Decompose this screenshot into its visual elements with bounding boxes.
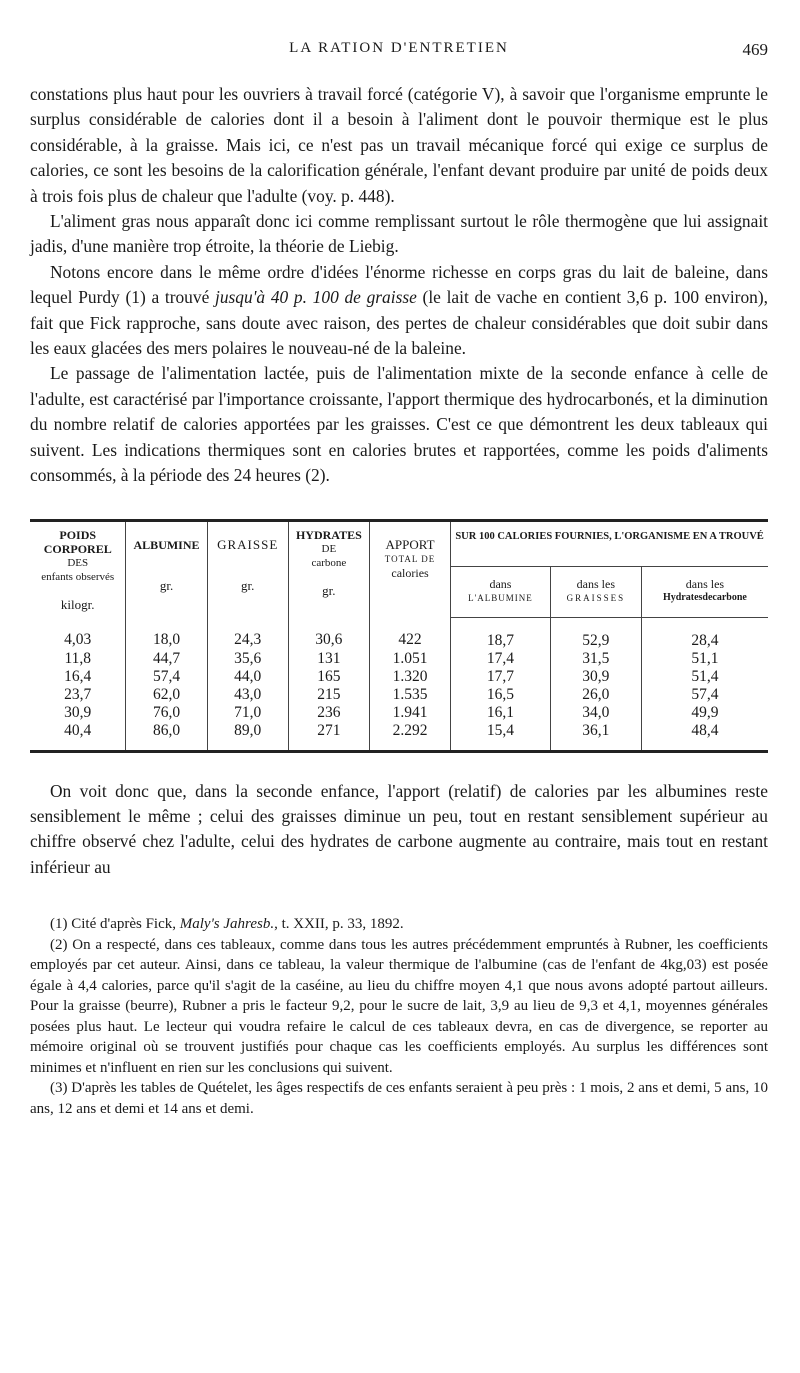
- page-number: 469: [742, 40, 768, 59]
- footnote-1: [30, 914, 768, 935]
- table-cell: 24,3: [207, 617, 288, 650]
- table-cell: 35,6: [207, 650, 288, 668]
- col-sub-hydrates: [641, 566, 768, 617]
- after-table-text: [30, 779, 768, 881]
- col-apport-l1: APPORT: [385, 536, 435, 552]
- footnote-2: (2) On a respecté, dans ces tableaux, comme dans tous les autres précédemment empruntés à Rubner, les coefficients employés par cet auteur. Ainsi, dans ce tableau, la valeur thermique de l'albumine (cas de l'enfant de 4kg,03) est posée égale à 4,4 calories, parce qu'il s'agit de la caséine, au lieu du chiffre moyen 4,1 que nous avons adopté partout ailleurs. Pour la graisse (beurre), Rubner a pris le facteur 9,2, pour le sucre de lait, 3,9 au lieu de 9,3 et 4,1, moyennes générales posées plus haut. Le lecteur qui voudra refaire le calcul de ces tableaux devra, en cas de divergence, se reporter au mémoire original où se trouvent justifiés pour chaque cas les coefficients employés. Au surplus les différences sont minimes et n'influent en rien sur les conclusions qui suivent.: [30, 936, 768, 1076]
- footnote-1-b: , t. XXII, p. 33, 1892.: [274, 916, 404, 933]
- paragraph-3-text-b: (le lait de vache en contient 3,6 p. 100 environ), fait que Fick rapproche, sans doute avec raison, des pertes de chaleur considérables que doit subir dans les eaux glacées des mers polaires le nouveau-né de la baleine.: [30, 287, 769, 359]
- col-apport-l3: calories: [391, 565, 429, 580]
- table-cell: 422: [369, 617, 450, 650]
- table-cell: 71,0: [207, 704, 288, 722]
- col-sub-hydrates-l2: Hydratesdecarbone: [662, 591, 747, 603]
- table-cell: 49,9: [641, 704, 768, 722]
- paragraph-1: constations plus haut pour les ouvriers à travail forcé (catégorie V), à savoir que l'organisme emprunte le surplus considérable de calories dont il a besoin à l'aliment dont le pouvoir thermique est le plus considérable, à la graisse. Mais ici, ce n'est pas un travail mécanique forcé qui exige ce surplus de calories, ce sont les besoins de la calorification générale, l'enfant devant produire par unité de poids deux à trois fois plus de chaleur que l'adulte (voy. p. 448).: [30, 84, 768, 206]
- table-cell: 271: [288, 722, 369, 750]
- footnote-1-a: (1) Cité d'après Fick,: [50, 916, 180, 933]
- table-cell: 57,4: [126, 668, 207, 686]
- paragraph-5: On voit donc que, dans la seconde enfance, l'apport (relatif) de calories par les albumines reste sensiblement le même ; celui des graisses diminue un peu, tout en restant sensiblement supérieur au chiffre observé chez l'adulte, celui des hydrates de carbone augmente au contraire, mais tout en restant inférieur au: [30, 780, 768, 877]
- table-row: [30, 686, 768, 704]
- col-sub-albumine-l2: L'ALBUMINE: [468, 592, 533, 603]
- table-cell: 44,0: [207, 668, 288, 686]
- col-sub-albumine-l1: dans: [489, 576, 512, 591]
- col-poids: [30, 522, 126, 618]
- col-hydrates-l1: HYDRATES: [295, 527, 362, 542]
- table-cell: 57,4: [641, 686, 768, 704]
- running-title: LA RATION D'ENTRETIEN: [289, 40, 509, 56]
- table-cell: 44,7: [126, 650, 207, 668]
- table-cell: 76,0: [126, 704, 207, 722]
- calorie-table: [30, 519, 768, 753]
- paragraph-3-text-a: Notons encore dans le même ordre d'idées l'énorme richesse en corps gras du lait de baleine, dans lequel Purdy (1) a trouvé: [30, 261, 768, 308]
- footnote-3: (3) D'après les tables de Quételet, les âges respectifs de ces enfants seraient à peu près : 1 mois, 2 ans et demi, 5 ans, 10 ans, 12 ans et demi et 14 ans et demi.: [30, 1080, 768, 1117]
- col-graisse-unit: gr.: [241, 577, 255, 593]
- table-cell: 36,1: [550, 722, 641, 750]
- table-cell: 40,4: [64, 721, 92, 739]
- table-cell: 51,4: [641, 668, 768, 686]
- table-cell: 16,1: [451, 704, 551, 722]
- table-cell: 1.051: [369, 650, 450, 668]
- col-apport-l2: TOTAL DE: [384, 553, 436, 564]
- data-table: [30, 522, 768, 750]
- table-cell: 48,4: [641, 722, 768, 750]
- table-cell: 131: [288, 650, 369, 668]
- col-poids-l1: POIDS CORPOREL: [43, 527, 112, 556]
- table-row: [30, 668, 768, 686]
- col-hydrates-l3: carbone: [311, 556, 347, 569]
- table-cell: 26,0: [550, 686, 641, 704]
- body-text: [30, 82, 768, 489]
- paragraph-3-emphasis: jusqu'à 40 p. 100 de graisse: [215, 287, 417, 308]
- col-poids-l2: DES: [67, 556, 89, 569]
- table-cell: 2.292: [369, 722, 450, 750]
- table-cell: 30,9: [64, 703, 92, 721]
- table-cell: 43,0: [207, 686, 288, 704]
- col-sub-hydrates-l1: dans les: [685, 576, 725, 591]
- table-cell: 62,0: [126, 686, 207, 704]
- col-group-label: SUR 100 CALORIES FOURNIES, L'ORGANISME EN A TROUVÉ: [455, 530, 764, 542]
- table-cell: 17,7: [451, 668, 551, 686]
- running-header: [30, 40, 768, 68]
- col-sub-graisses-l2: GRAISSES: [566, 592, 626, 603]
- table-cell: 1.941: [369, 704, 450, 722]
- col-poids-l3: enfants observés: [41, 570, 115, 583]
- col-albumine: [126, 522, 207, 618]
- footnotes: [30, 914, 768, 1119]
- table-cell: 17,4: [451, 650, 551, 668]
- table-cell: 34,0: [550, 704, 641, 722]
- col-sub-albumine: [451, 566, 551, 617]
- table-cell: 28,4: [641, 617, 768, 650]
- table-cell: 23,7: [64, 685, 92, 703]
- table-row: [30, 722, 768, 750]
- table-cell: 30,6: [288, 617, 369, 650]
- paragraph-4: Le passage de l'alimentation lactée, puis de l'alimentation mixte de la seconde enfance à celle de l'adulte, est caractérisé par l'importance croissante, l'apport thermique des hydrocarbonés, et la diminution du nombre relatif de calories apportées par les graisses. C'est ce que démontrent les deux tableaux qui suivent. Les indications thermiques sont en calories brutes et rapportées, comme les poids d'aliments consommés, à la période des 24 heures (2).: [30, 363, 768, 486]
- table-cell: 165: [288, 668, 369, 686]
- paragraph-3: [30, 260, 768, 362]
- table-body: [30, 617, 768, 750]
- table-cell: 52,9: [550, 617, 641, 650]
- table-cell: 15,4: [451, 722, 551, 750]
- table-row: [30, 704, 768, 722]
- col-hydrates-unit: gr.: [322, 582, 336, 598]
- col-graisse: [207, 522, 288, 618]
- col-graisse-label: GRAISSE: [217, 536, 279, 552]
- table-cell: 31,5: [550, 650, 641, 668]
- footnote-1-em: Maly's Jahresb.: [179, 916, 275, 933]
- table-cell: 16,5: [451, 686, 551, 704]
- table-cell: 1.320: [369, 668, 450, 686]
- col-group: [451, 522, 768, 567]
- table-cell: 18,0: [126, 617, 207, 650]
- table-cell: 89,0: [207, 722, 288, 750]
- table-cell: 16,4: [64, 667, 92, 685]
- table-cell: 1.535: [369, 686, 450, 704]
- table-cell: 4,03: [64, 631, 92, 649]
- table-cell: 11,8: [64, 649, 91, 667]
- table-cell: 86,0: [126, 722, 207, 750]
- table-cell: 236: [288, 704, 369, 722]
- page: [30, 40, 768, 1119]
- col-albumine-label: ALBUMINE: [133, 537, 200, 552]
- table-cell: 51,1: [641, 650, 768, 668]
- paragraph-2: L'aliment gras nous apparaît donc ici comme remplissant surtout le rôle thermogène que lui assignait jadis, d'une manière trop étroite, la théorie de Liebig.: [30, 211, 768, 257]
- col-apport: [369, 522, 450, 618]
- col-sub-graisses-l1: dans les: [576, 576, 615, 591]
- col-hydrates: [288, 522, 369, 618]
- table-row: [30, 650, 768, 668]
- col-poids-unit: kilogr.: [60, 596, 95, 612]
- col-hydrates-l2: DE: [321, 542, 337, 555]
- table-cell: 18,7: [451, 617, 551, 650]
- col-sub-graisses: [550, 566, 641, 617]
- table-row: [30, 617, 768, 650]
- col-albumine-unit: gr.: [159, 577, 174, 593]
- table-cell: 30,9: [550, 668, 641, 686]
- table-cell: 215: [288, 686, 369, 704]
